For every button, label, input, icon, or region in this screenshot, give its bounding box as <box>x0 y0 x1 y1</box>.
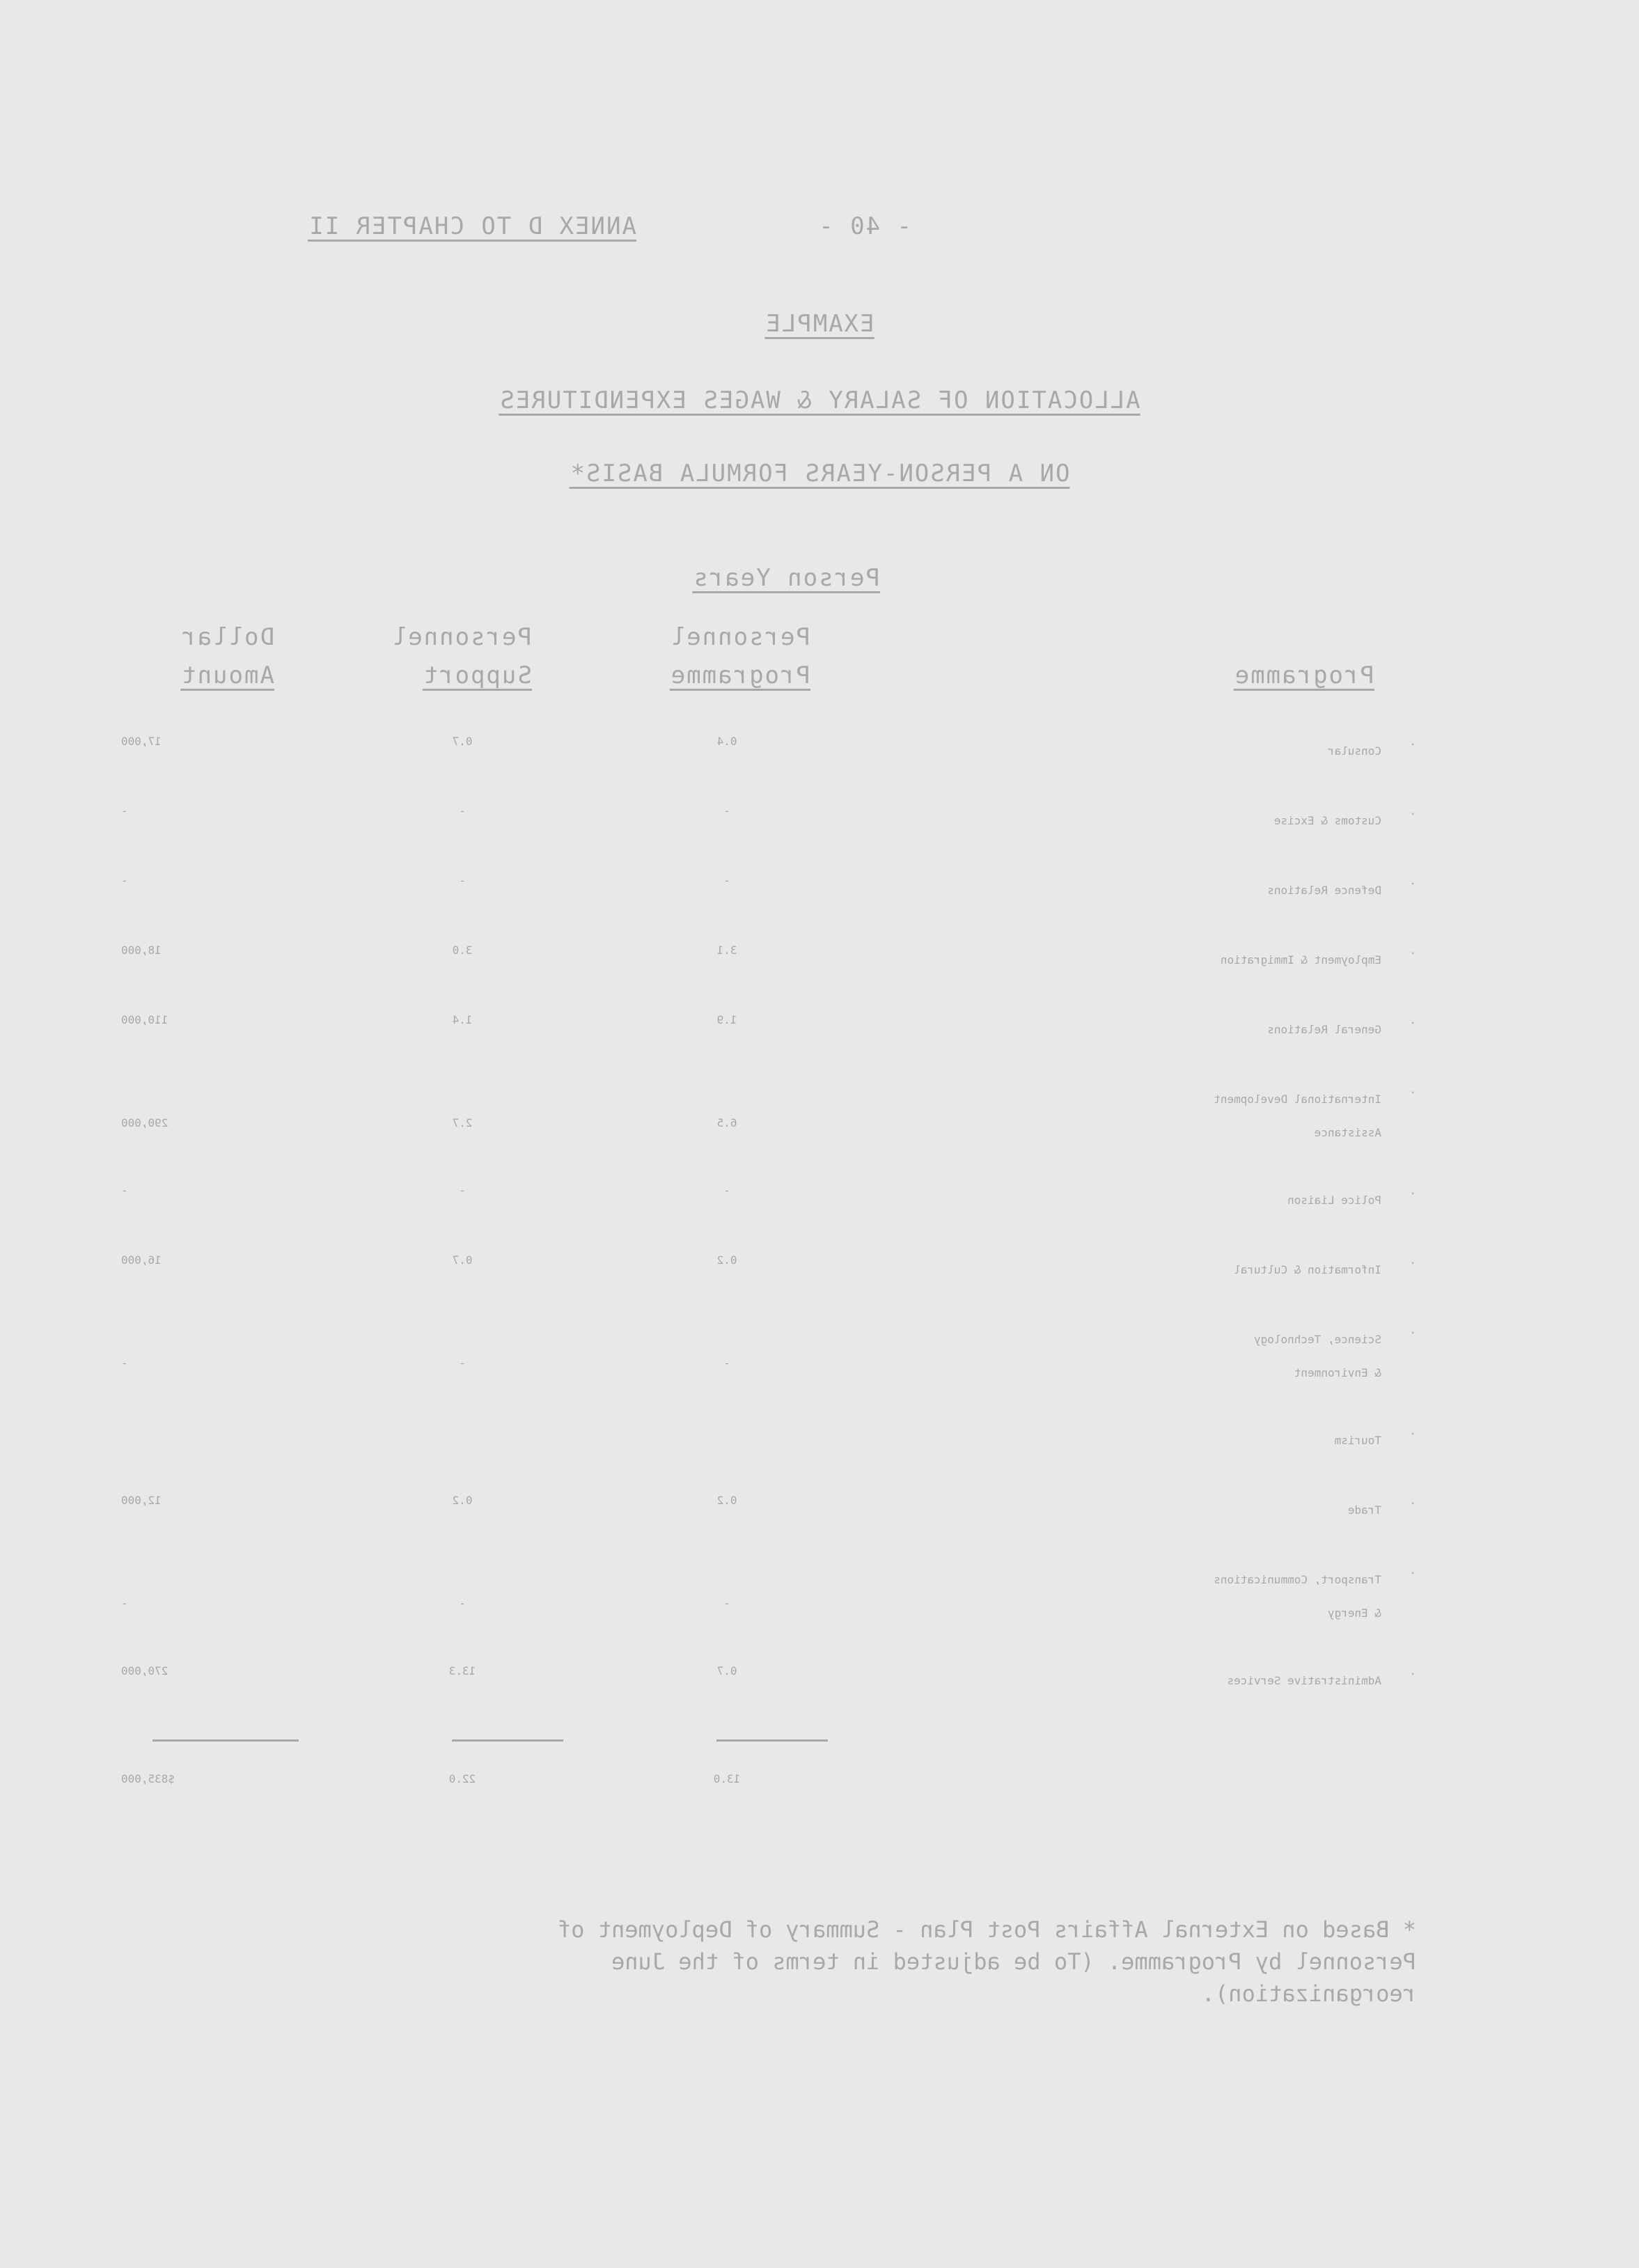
personnel-programme: 0.2 <box>716 1494 737 1507</box>
personnel-support: 3.0 <box>452 944 473 957</box>
col-pm-line1: Personnel <box>669 623 810 651</box>
table-row <box>121 944 1416 985</box>
personnel-programme: 0.2 <box>716 1253 737 1267</box>
table-row <box>121 1083 1416 1139</box>
dollar-amount: 110,000 <box>121 1013 168 1026</box>
programme-name: Defence Relations <box>1267 884 1381 897</box>
footnote: * Based on External Affairs Post Plan - Summary of Deployment of Personnel by Programme. (To be adjusted in terms of the June reorganization). <box>558 1916 1416 2007</box>
table-row <box>121 1664 1416 1706</box>
table-row <box>135 1424 1416 1466</box>
col-amt-line2: Amount <box>180 662 274 689</box>
total-rule-amt <box>152 1739 299 1742</box>
table-row <box>121 1013 1416 1055</box>
table-row <box>121 1494 1416 1535</box>
document-title: ALLOCATION OF SALARY & WAGES EXPENDITURES <box>499 386 1140 414</box>
row-bullet: . <box>1409 1013 1416 1026</box>
total-amount: $835,000 <box>121 1772 175 1785</box>
personnel-programme: - <box>723 1597 730 1610</box>
dollar-amount: 290,000 <box>121 1116 168 1129</box>
personnel-support: - <box>459 1356 466 1370</box>
dollar-amount: - <box>121 1184 128 1197</box>
personnel-programme: - <box>723 1356 730 1370</box>
table-row <box>121 804 1416 846</box>
dollar-amount: - <box>121 1356 128 1370</box>
personnel-support: 0.7 <box>452 735 473 748</box>
programme-name: Trade <box>1347 1503 1381 1517</box>
col-programme: Programme <box>1233 662 1374 689</box>
programme-name: Employment & Immigration <box>1220 953 1381 967</box>
table-row <box>121 735 1416 776</box>
personnel-programme: 0.7 <box>716 1664 737 1677</box>
personnel-support: 0.7 <box>452 1253 473 1267</box>
personnel-support: - <box>459 1184 466 1197</box>
total-rule-pm <box>716 1739 828 1742</box>
row-bullet: . <box>1409 1253 1416 1267</box>
col-ps-line1: Personnel <box>391 623 532 651</box>
dollar-amount: 17,000 <box>121 735 162 748</box>
col-amt-line1: Dollar <box>180 623 274 651</box>
personnel-support: 0.2 <box>452 1494 473 1507</box>
personnel-programme: 3.1 <box>716 944 737 957</box>
document-subtitle: ON A PERSON-YEARS FORMULA BASIS* <box>569 460 1070 487</box>
dollar-amount: - <box>121 874 128 887</box>
example-label: EXAMPLE <box>764 310 875 338</box>
dollar-amount: 18,000 <box>121 944 162 957</box>
row-bullet: . <box>1409 1494 1416 1507</box>
total-ps: 22.0 <box>448 1772 476 1785</box>
dollar-amount: - <box>121 804 128 818</box>
programme-name: International Development Assistance <box>1214 1093 1381 1139</box>
dollar-amount: - <box>121 1597 128 1610</box>
totals-row <box>121 1772 1416 1814</box>
personnel-support: - <box>459 874 466 887</box>
personnel-programme: - <box>723 804 730 818</box>
col-pm-line2: Programme <box>669 662 810 689</box>
annex-label: ANNEX D TO CHAPTER II <box>308 212 636 240</box>
person-years-header: Person Years <box>692 564 880 592</box>
total-rule-ps <box>452 1739 563 1742</box>
programme-name: Police Liaison <box>1287 1194 1381 1207</box>
row-bullet: . <box>1409 1664 1416 1677</box>
row-bullet: . <box>1409 1184 1416 1197</box>
row-bullet: . <box>1409 804 1416 818</box>
table-row <box>121 1253 1416 1295</box>
personnel-support: - <box>459 1597 466 1610</box>
personnel-support: 13.3 <box>448 1664 476 1677</box>
programme-name: General Relations <box>1267 1023 1381 1036</box>
programme-name: Consular <box>1327 744 1381 758</box>
programme-name: Tourism <box>1334 1434 1381 1447</box>
total-pm: 13.0 <box>713 1772 741 1785</box>
personnel-support: 1.4 <box>452 1013 473 1026</box>
personnel-programme: 6.5 <box>716 1116 737 1129</box>
programme-name: Transport, Communications & Energy <box>1214 1573 1381 1620</box>
table-row <box>121 1323 1416 1379</box>
personnel-programme: - <box>723 874 730 887</box>
personnel-support: 2.7 <box>452 1116 473 1129</box>
row-bullet: . <box>1409 1083 1416 1096</box>
personnel-programme: - <box>723 1184 730 1197</box>
personnel-support: - <box>459 804 466 818</box>
row-bullet: . <box>1409 944 1416 957</box>
row-bullet: . <box>1409 1563 1416 1577</box>
row-bullet: . <box>1409 1424 1416 1437</box>
programme-name: Information & Cultural <box>1234 1263 1381 1276</box>
dollar-amount: 12,000 <box>121 1494 162 1507</box>
col-ps-line2: Support <box>422 662 532 689</box>
dollar-amount: 270,000 <box>121 1664 168 1677</box>
programme-name: Administrative Services <box>1227 1674 1381 1687</box>
programme-name: Science, Technology & Environment <box>1253 1333 1381 1379</box>
personnel-programme: 1.9 <box>716 1013 737 1026</box>
table-row <box>121 1184 1416 1226</box>
row-bullet: . <box>1409 1323 1416 1336</box>
table-row <box>121 874 1416 916</box>
row-bullet: . <box>1409 735 1416 748</box>
row-bullet: . <box>1409 874 1416 887</box>
page-number: - 40 - <box>817 212 911 240</box>
personnel-programme: 0.4 <box>716 735 737 748</box>
dollar-amount: 16,000 <box>121 1253 162 1267</box>
table-row <box>121 1563 1416 1620</box>
programme-name: Customs & Excise <box>1273 814 1381 827</box>
